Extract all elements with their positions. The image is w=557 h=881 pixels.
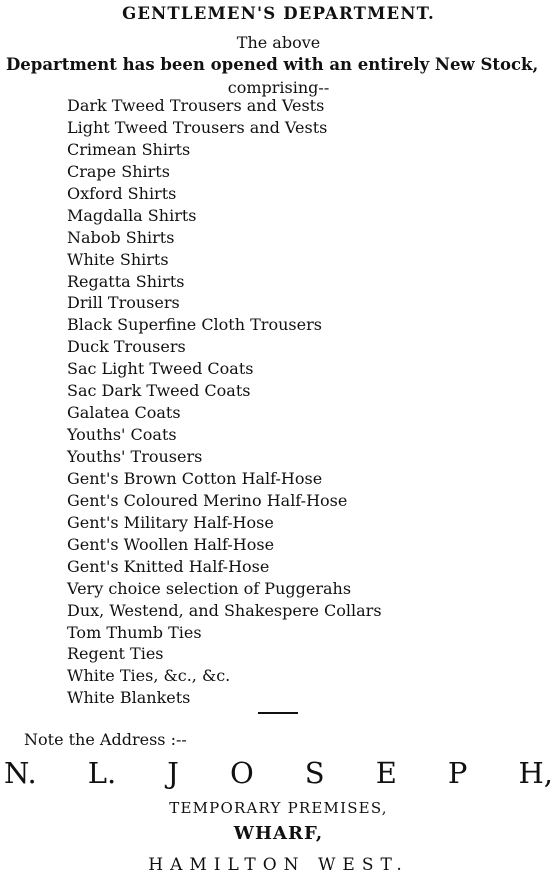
name-letter: E [375,756,397,790]
stock-item: Drill Trousers [67,293,180,313]
premises-line: TEMPORARY PREMISES, [169,799,388,817]
stock-item: White Shirts [67,249,169,269]
stock-item: Duck Trousers [67,337,186,357]
wharf-line: WHARF, [233,823,324,844]
intro-line-1: The above [236,33,321,52]
stock-item: Nabob Shirts [67,227,175,247]
stock-item: White Ties, &c., &c. [67,666,231,686]
stock-item: Youths' Trousers [67,447,203,466]
stock-item: Very choice selection of Puggerahs [67,578,352,598]
intro-line-2: Department has been opened with an entirely New Stock, [6,55,539,74]
stock-item: Tom Thumb Ties [67,622,202,642]
stock-item: Dark Tweed Trousers and Vests [67,96,325,115]
stock-item: Sac Dark Tweed Coats [67,381,251,401]
name-letter: O [229,756,254,790]
stock-item: Crimean Shirts [67,139,191,159]
name-letter: P [447,756,468,790]
department-heading: GENTLEMEN'S DEPARTMENT. [122,4,435,23]
stock-item: Gent's Brown Cotton Half-Hose [67,468,323,488]
stock-item: Sac Light Tweed Coats [67,359,254,379]
divider-rule [258,712,298,714]
stock-item: Galatea Coats [67,403,181,423]
address-note: Note the Address :-- [24,730,187,749]
intro-line-3: comprising-- [227,78,330,97]
stock-item: Crape Shirts [67,161,170,181]
stock-item: White Blankets [67,688,191,708]
stock-item: Oxford Shirts [67,183,177,203]
stock-item: Gent's Woollen Half-Hose [67,534,275,554]
stock-item: Magdalla Shirts [67,205,197,225]
name-letter: N. [4,756,37,790]
stock-item: Light Tweed Trousers and Vests [67,117,328,137]
name-letter: L. [87,756,117,790]
name-letter: S [304,756,325,790]
stock-list [67,95,382,709]
merchant-name [4,756,553,790]
name-letter: J [167,756,179,790]
stock-item: Gent's Knitted Half-Hose [67,556,270,576]
stock-item: Youths' Coats [67,425,177,445]
stock-item: Gent's Coloured Merino Half-Hose [67,490,348,510]
stock-item: Regatta Shirts [67,271,185,291]
stock-item: Black Superfine Cloth Trousers [67,315,322,335]
name-letter: H, [518,756,553,790]
stock-item: Gent's Military Half-Hose [67,512,274,532]
stock-item: Regent Ties [67,644,164,664]
stock-item: Dux, Westend, and Shakespere Collars [67,600,382,620]
town-address: HAMILTON WEST. [148,855,409,875]
